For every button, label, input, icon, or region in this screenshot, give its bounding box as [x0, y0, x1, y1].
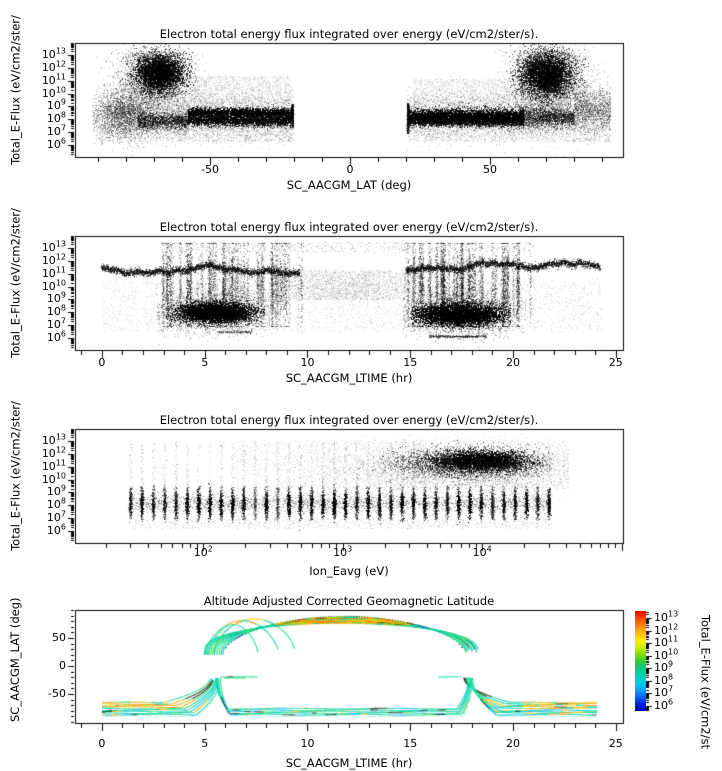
y-tick-label: $10^7$: [46, 316, 66, 331]
colorbar-tick-label: $10^7$: [654, 684, 674, 699]
x-tick-label: 0: [346, 163, 354, 176]
x-tick-label: 0: [98, 737, 106, 750]
x-tick-label: 50: [482, 163, 497, 176]
y-tick-label: 0: [59, 659, 66, 672]
y-tick-label: $10^9$: [46, 290, 66, 305]
x-tick-label: $10^4$: [472, 544, 492, 559]
colorbar-tick-label: $10^{10}$: [654, 647, 679, 662]
y-tick-label: $10^9$: [46, 483, 66, 498]
y-tick-label: $10^{10}$: [41, 278, 66, 293]
x-tick-label: 10: [300, 356, 315, 369]
y-tick-label: $10^{13}$: [41, 46, 66, 61]
x-tick-label: 0: [98, 356, 106, 369]
y-tick-label: $10^{11}$: [41, 458, 66, 473]
y-tick-label: $10^6$: [46, 136, 66, 151]
y-tick-label: $10^7$: [46, 509, 66, 524]
colorbar-tick-label: $10^{12}$: [654, 622, 679, 637]
panel1-title: Electron total energy flux integrated over energy (eV/cm2/ster/s).: [159, 27, 539, 41]
panel3-title: Electron total energy flux integrated over energy (eV/cm2/ster/s).: [159, 413, 539, 427]
y-tick-label: $10^7$: [46, 123, 66, 138]
y-tick-label: $10^{10}$: [41, 85, 66, 100]
x-tick-label: $10^3$: [333, 544, 353, 559]
colorbar-gradient: [635, 611, 646, 711]
panel4-xaxis-label: SC_AACGM_LTIME (hr): [285, 756, 413, 770]
colorbar-tick-label: $10^6$: [654, 697, 674, 712]
x-tick-label: 25: [608, 356, 623, 369]
y-tick-label: $10^6$: [46, 522, 66, 537]
y-tick-label: $10^{12}$: [41, 445, 66, 460]
colorbar-tick-label: $10^{13}$: [654, 609, 679, 624]
y-tick-label: $10^6$: [46, 329, 66, 344]
x-tick-label: 5: [201, 737, 209, 750]
x-tick-label: $10^2$: [193, 544, 213, 559]
x-tick-label: -50: [200, 163, 219, 176]
y-tick-label: $10^{12}$: [41, 252, 66, 267]
colorbar-tick-label: $10^{11}$: [654, 634, 679, 649]
x-tick-label: 25: [608, 737, 623, 750]
y-tick-label: $10^{11}$: [41, 72, 66, 87]
panel3-xaxis-label: Ion_Eavg (eV): [309, 564, 389, 578]
y-tick-label: $10^{11}$: [41, 265, 66, 280]
y-tick-label: $10^8$: [46, 496, 66, 511]
panel2-xaxis-label: SC_AACGM_LTIME (hr): [285, 371, 413, 385]
x-tick-label: 15: [403, 356, 418, 369]
colorbar-tick-label: $10^9$: [654, 659, 674, 674]
colorbar-label: Total_E-Flux (eV/cm2/st: [698, 614, 713, 750]
x-tick-label: 5: [201, 356, 209, 369]
panel3-yaxis-label: Total_E-Flux (eV/cm2/ster/: [8, 401, 23, 551]
panel1-yaxis-label: Total_E-Flux (eV/cm2/ster/: [8, 15, 23, 165]
colorbar-tick-label: $10^8$: [654, 672, 674, 687]
panel2-title: Electron total energy flux integrated over energy (eV/cm2/ster/s).: [159, 220, 539, 234]
panel2-yaxis-label: Total_E-Flux (eV/cm2/ster/: [8, 208, 23, 358]
y-tick-label: $10^9$: [46, 97, 66, 112]
panel4-title: Altitude Adjusted Corrected Geomagnetic Latitude: [203, 594, 495, 608]
y-tick-label: $10^8$: [46, 303, 66, 318]
y-tick-label: $10^{13}$: [41, 432, 66, 447]
x-tick-label: 20: [506, 356, 521, 369]
y-tick-label: $10^{12}$: [41, 59, 66, 74]
panel4-yaxis-label: SC_AACGM_LAT (deg): [8, 597, 22, 722]
y-tick-label: $10^8$: [46, 110, 66, 125]
x-tick-label: 20: [506, 737, 521, 750]
x-tick-label: 15: [403, 737, 418, 750]
y-tick-label: $10^{10}$: [41, 471, 66, 486]
x-tick-label: 10: [300, 737, 315, 750]
y-tick-label: $10^{13}$: [41, 239, 66, 254]
y-tick-label: 50: [52, 631, 66, 644]
y-tick-label: -50: [48, 687, 66, 700]
panel1-xaxis-label: SC_AACGM_LAT (deg): [286, 178, 412, 192]
